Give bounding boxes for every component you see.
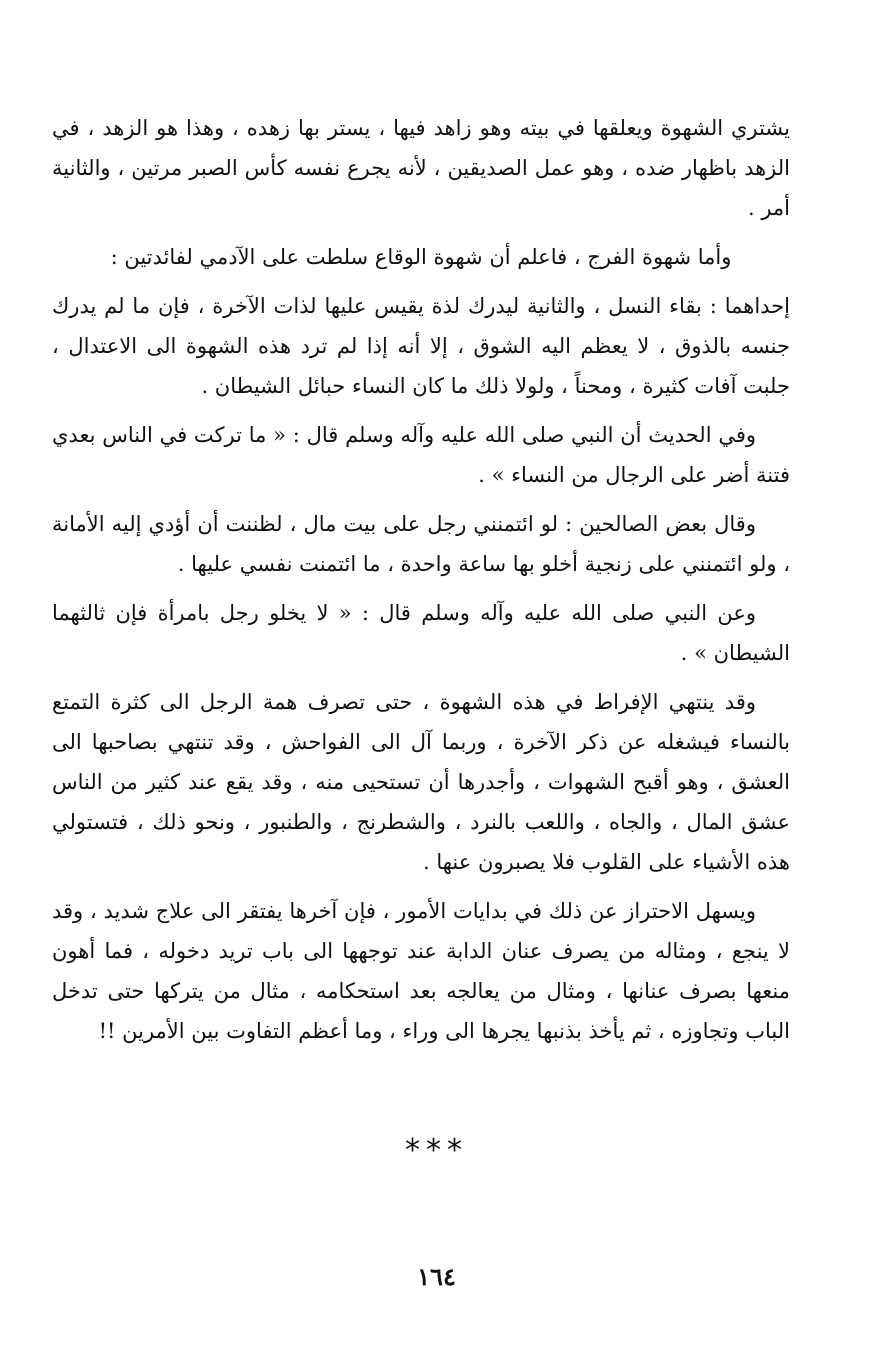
paragraph-1: يشتري الشهوة ويعلقها في بيته وهو زاهد فيها ، يستر بها زهده ، وهذا هو الزهد ، في الزهد باظهار ضده ، وهو عمل الصديقين ، لأنه يجرع نفسه كأس الصبر مرتين ، والثانية أمر . <box>52 116 790 220</box>
page-number: ١٦٤ <box>417 1262 456 1291</box>
paragraph-4: وفي الحديث أن النبي صلى الله عليه وآله وسلم قال : « ما تركت في الناس بعدي فتنة أضر على الرجال من النساء » . <box>52 423 790 487</box>
page-body <box>52 108 790 1060</box>
section-divider: *** <box>405 1133 468 1168</box>
paragraph-3: إحداهما : بقاء النسل ، والثانية ليدرك لذة يقيس عليها لذات الآخرة ، فإن ما لم يدرك جنسه بالذوق ، لا يعظم اليه الشوق ، إلا أنه إذا لم ترد هذه الشهوة الى الاعتدال ، جلبت آفات كثيرة ، ومحناً ، ولولا ذلك ما كان النساء حبائل الشيطان . <box>52 294 790 398</box>
paragraph-7: وقد ينتهي الإفراط في هذه الشهوة ، حتى تصرف همة الرجل الى كثرة التمتع بالنساء فيشغله عن ذكر الآخرة ، وربما آل الى الفواحش ، وقد تنتهي بصاحبها الى العشق ، وهو أقبح الشهوات ، وأجدرها أن تستحيى منه ، وقد يقع عند كثير من الناس عشق المال ، والجاه ، واللعب بالنرد ، والشطرنج ، والطنبور ، ونحو ذلك ، فتستولي هذه الأشياء على القلوب فلا يصبرون عنها . <box>52 690 790 874</box>
paragraph-8: ويسهل الاحتراز عن ذلك في بدايات الأمور ، فإن آخرها يفتقر الى علاج شديد ، وقد لا ينجع ، ومثاله من يصرف عنان الدابة عند توجهها الى باب تريد دخوله ، فما أهون منعها بصرف عنانها ، ومثال من يعالجه بعد استحكامه ، مثال من يتركها حتى تدخل الباب وتجاوزه ، ثم يأخذ بذنبها يجرها الى وراء ، وما أعظم التفاوت بين الأمرين !! <box>52 899 790 1043</box>
paragraph-6: وعن النبي صلى الله عليه وآله وسلم قال : « لا يخلو رجل بامرأة فإن ثالثهما الشيطان » . <box>52 601 790 665</box>
paragraph-5: وقال بعض الصالحين : لو ائتمنني رجل على بيت مال ، لظننت أن أؤدي إليه الأمانة ، ولو ائتمنني على زنجية أخلو بها ساعة واحدة ، ما ائتمنت نفسي عليها . <box>52 512 790 576</box>
paragraph-2: وأما شهوة الفرج ، فاعلم أن شهوة الوقاع سلطت على الآدمي لفائدتين : <box>110 245 732 269</box>
